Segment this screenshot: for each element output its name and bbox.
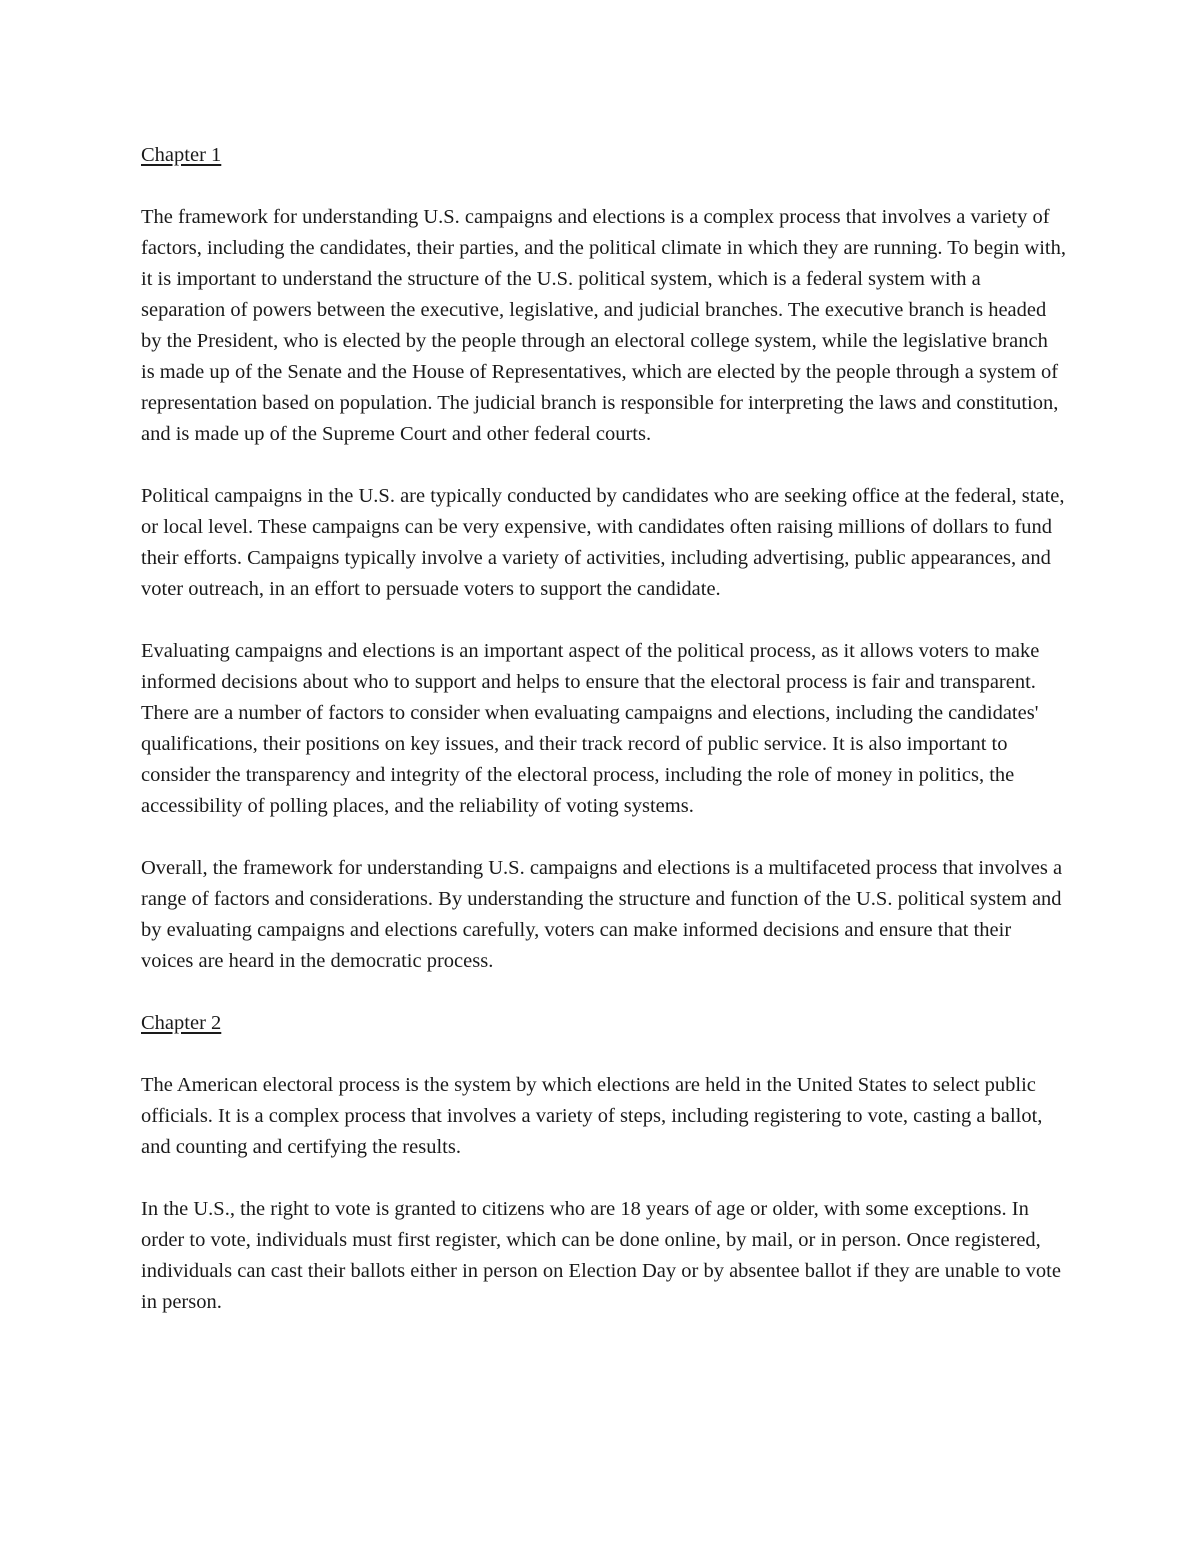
chapter-1 — [141, 140, 1066, 977]
chapter-2-heading: Chapter 2 — [141, 1012, 222, 1034]
chapter-1-paragraph-2: Political campaigns in the U.S. are typically conducted by candidates who are seeking office at the federal, state, or local level. These campaigns can be very expensive, with candidates often raising millions of dollars to fund their efforts. Campaigns typically involve a variety of activities, including advertising, public appearances, and voter outreach, in an effort to persuade voters to support the candidate. — [141, 485, 1065, 600]
chapter-1-heading: Chapter 1 — [141, 144, 222, 166]
chapter-1-paragraph-1: The framework for understanding U.S. campaigns and elections is a complex process that involves a variety of factors, including the candidates, their parties, and the political climate in which they are running. To begin with, it is important to understand the structure of the U.S. political system, which is a federal system with a separation of powers between the executive, legislative, and judicial branches. The executive branch is headed by the President, who is elected by the people through an electoral college system, while the legislative branch is made up of the Senate and the House of Representatives, which are elected by the people through a system of representation based on population. The judicial branch is responsible for interpreting the laws and constitution, and is made up of the Supreme Court and other federal courts. — [141, 206, 1066, 445]
chapter-2-paragraph-2: In the U.S., the right to vote is granted to citizens who are 18 years of age or older, with some exceptions. In order to vote, individuals must first register, which can be done online, by mail, or in person. Once registered, individuals can cast their ballots either in person on Election Day or by absentee ballot if they are unable to vote in person. — [141, 1198, 1061, 1313]
chapter-1-paragraph-3: Evaluating campaigns and elections is an important aspect of the political process, as it allows voters to make informed decisions about who to support and helps to ensure that the electoral process is fair and transparent. There are a number of factors to consider when evaluating campaigns and elections, including the candidates' qualifications, their positions on key issues, and their track record of public service. It is also important to consider the transparency and integrity of the electoral process, including the role of money in politics, the accessibility of polling places, and the reliability of voting systems. — [141, 640, 1040, 817]
chapter-2 — [141, 1008, 1066, 1318]
chapter-2-paragraph-1: The American electoral process is the system by which elections are held in the United States to select public officials. It is a complex process that involves a variety of steps, including registering to vote, casting a ballot, and counting and certifying the results. — [141, 1074, 1043, 1158]
chapter-1-paragraph-4: Overall, the framework for understanding U.S. campaigns and elections is a multifaceted process that involves a range of factors and considerations. By understanding the structure and function of the U.S. political system and by evaluating campaigns and elections carefully, voters can make informed decisions and ensure that their voices are heard in the democratic process. — [141, 857, 1063, 972]
document-page — [141, 140, 1066, 1349]
